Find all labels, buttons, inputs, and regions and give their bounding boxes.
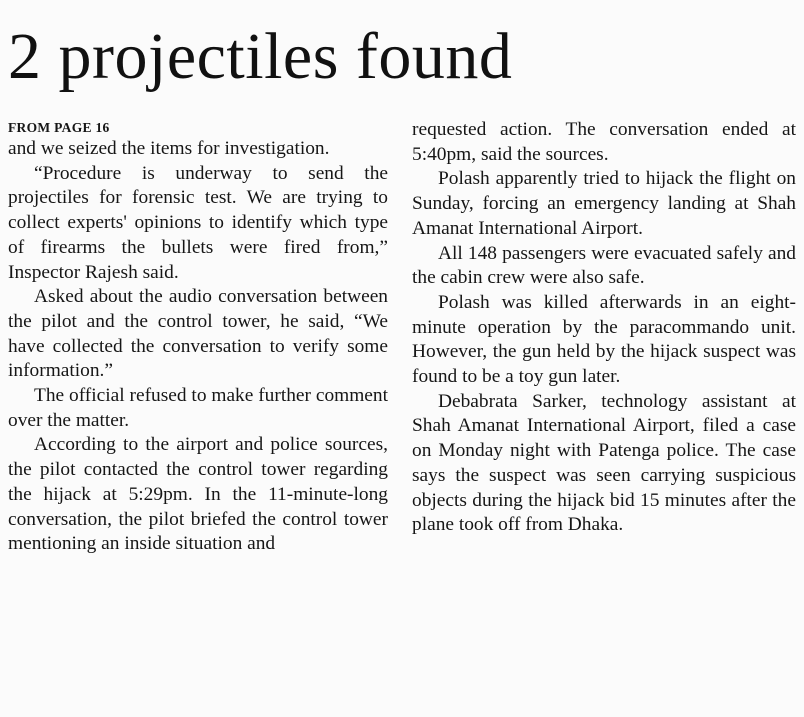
article-column-left xyxy=(8,118,388,557)
paragraph: All 148 passengers were evacuated safely and the cabin crew were also safe. xyxy=(412,242,796,289)
continuation-kicker: FROM PAGE 16 xyxy=(8,120,110,135)
paragraph: According to the airport and police sources, the pilot contacted the control tower regarding the hijack at 5:29pm. In the 11-minute-long conversation, the pilot briefed the control tower mentioning an inside situation and xyxy=(8,434,388,555)
paragraph: The official refused to make further comment over the matter. xyxy=(8,385,388,431)
article-column-right xyxy=(412,118,796,538)
paragraph: “Procedure is underway to send the projectiles for forensic test. We are trying to collect experts' opinions to identify which type of firearms the bullets were fired from,” Inspector Rajesh said. xyxy=(8,162,388,283)
paragraph: requested action. The conversation ended at 5:40pm, said the sources. xyxy=(412,119,796,165)
paragraph: and we seized the items for investigation. xyxy=(8,138,330,159)
paragraph: Polash apparently tried to hijack the flight on Sunday, forcing an emergency landing at Shah Amanat International Airport. xyxy=(412,168,796,239)
paragraph: Asked about the audio conversation between the pilot and the control tower, he said, “We have collected the conversation to verify some information.” xyxy=(8,286,388,382)
paragraph: Polash was killed afterwards in an eight-minute operation by the paracommando unit. However, the gun held by the hijack suspect was found to be a toy gun later. xyxy=(412,291,796,388)
paragraph: Debabrata Sarker, technology assistant at Shah Amanat International Airport, filed a case on Monday night with Patenga police. The case says the suspect was seen carrying suspicious objects during the hijack bid 15 minutes after the plane took off from Dhaka. xyxy=(412,390,796,536)
headline: 2 projectiles found xyxy=(8,20,513,93)
